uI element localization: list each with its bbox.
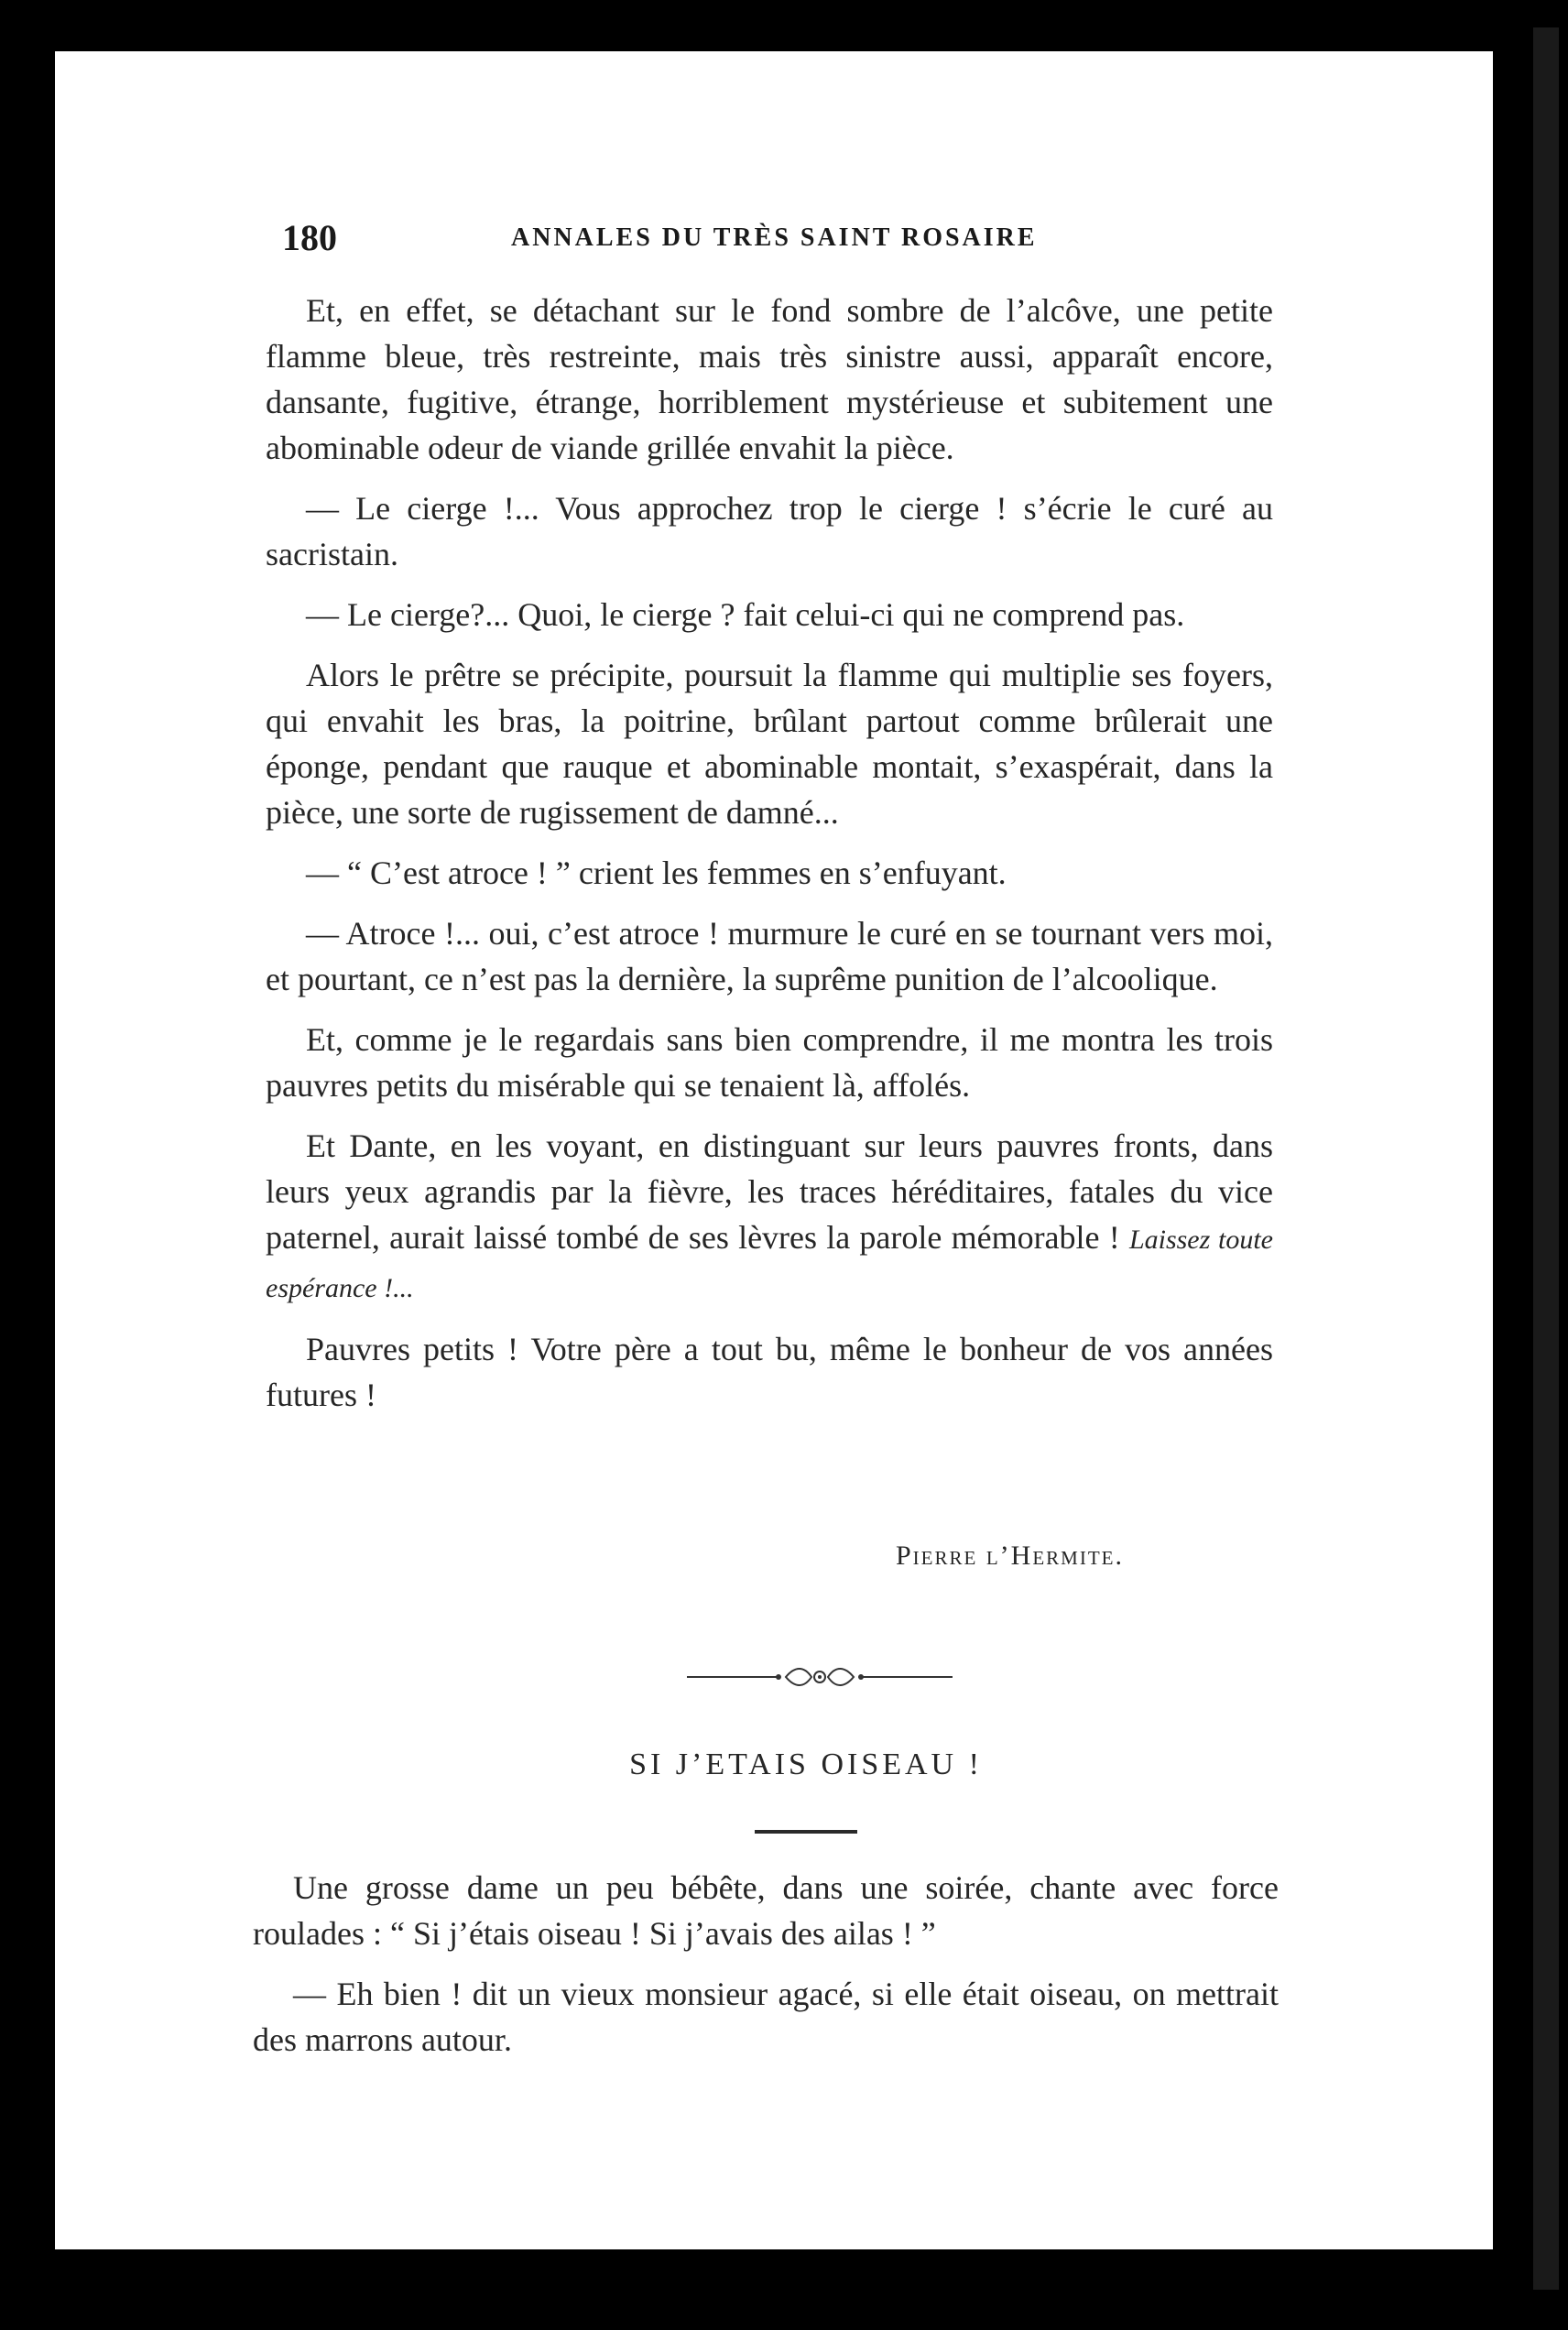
scan-page-edge <box>1533 27 1559 2290</box>
paragraph: — Le cierge !... Vous approchez trop le cierge ! s’écrie le curé au sacristain. <box>266 490 1273 572</box>
paragraph-with-quote <box>266 1123 1273 1312</box>
paragraph: Alors le prêtre se précipite, poursuit la flamme qui multiplie ses foyers, qui envahit les bras, la poitrine, brûlant partout comme brûlerait une éponge, pendant que rauque et abominable montait, s’exaspérait, dans la pièce, une sorte de rugissement de damné... <box>266 657 1273 831</box>
page-number: 180 <box>282 217 337 258</box>
paragraph: — Eh bien ! dit un vieux monsieur agacé, si elle était oiseau, on mettrait des marrons autour. <box>253 1976 1279 2058</box>
ornament-divider <box>687 1663 953 1691</box>
paragraph: Une grosse dame un peu bébête, dans une soirée, chante avec force roulades : “ Si j’étais oiseau ! Si j’avais des ailas ! ” <box>253 1869 1279 1952</box>
paragraph: — Le cierge?... Quoi, le cierge ? fait celui-ci qui ne comprend pas. <box>306 596 1185 633</box>
paragraph: Pauvres petits ! Votre père a tout bu, même le bonheur de vos années futures ! <box>266 1331 1273 1413</box>
italic-quote: Laissez toute espérance !... <box>266 1225 1273 1303</box>
paragraph: — “ C’est atroce ! ” crient les femmes en s’enfuyant. <box>306 855 1007 891</box>
section-title: SI J’ETAIS OISEAU ! <box>629 1748 983 1781</box>
author-signature: Pierre l’Hermite. <box>896 1541 1124 1571</box>
page-header <box>282 216 1280 271</box>
paragraph: — Atroce !... oui, c’est atroce ! murmure le curé en se tournant vers moi, et pourtant, ce n’est pas la dernière, la suprême punition de l’alcoolique. <box>266 915 1273 997</box>
section-body <box>253 1865 1279 2077</box>
paragraph: Et, comme je le regardais sans bien comprendre, il me montra les trois pauvres petits du misérable qui se tenaient là, affolés. <box>266 1021 1273 1104</box>
paragraph-text: Et Dante, en les voyant, en distinguant sur leurs pauvres fronts, dans leurs yeux agrandis par la fièvre, les traces héréditaires, fatales du vice paternel, aurait laissé tombé de ses lèvres la parole mémorable ! <box>266 1127 1273 1256</box>
title-rule <box>755 1830 857 1834</box>
document-page <box>55 51 1493 2249</box>
article-body <box>266 288 1273 1432</box>
running-head: ANNALES DU TRÈS SAINT ROSAIRE <box>511 223 1038 252</box>
paragraph: Et, en effet, se détachant sur le fond sombre de l’alcôve, une petite flamme bleue, très restreinte, mais très sinistre aussi, apparaît encore, dansante, fugitive, étrange, horriblement mystérieuse et subitement une abominable odeur de viande grillée envahit la pièce. <box>266 292 1273 466</box>
